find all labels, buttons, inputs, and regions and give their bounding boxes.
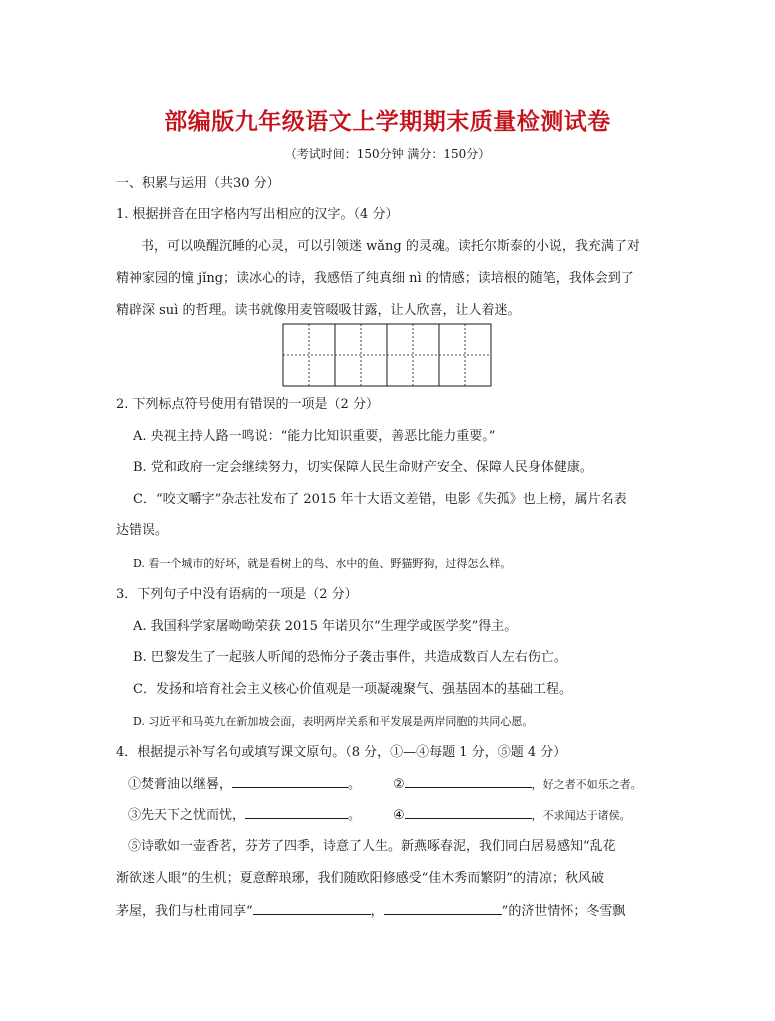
question-2-option-d: D. 看一个城市的好坏，就是看树上的鸟、水中的鱼、野猫野狗，过得怎么样。 — [133, 557, 512, 570]
fill-blank-1[interactable] — [232, 775, 348, 788]
fill-blank-5[interactable] — [253, 902, 371, 915]
question-3-stem: 3．下列句子中没有语病的一项是（2 分） — [116, 587, 358, 602]
question-2-stem: 2. 下列标点符号使用有错误的一项是（2 分） — [116, 397, 379, 412]
section-heading: 一、积累与运用（共30 分） — [116, 176, 280, 191]
question-2-option-b: B. 党和政府一定会继续努力，切实保障人民生命财产安全、保障人民身体健康。 — [133, 460, 593, 475]
tianzige-grid[interactable] — [282, 323, 494, 387]
passage-line-3-end: ”的济世情怀；冬雪飘 — [501, 904, 626, 919]
question-1-line-2: 精神家园的憧 jǐng；读冰心的诗，我感悟了纯真细 nì 的情感；读培根的随笔，我体会到了 — [116, 271, 634, 286]
fill-item-4-num: ④ — [393, 808, 405, 823]
fill-blank-6[interactable] — [384, 902, 502, 915]
fill-item-2-num: ② — [393, 777, 405, 792]
question-2-option-a: A. 央视主持人路一鸣说：“能力比知识重要，善恶比能力重要。” — [133, 429, 496, 444]
passage-line-3-start: 茅屋，我们与杜甫同享“ — [116, 904, 253, 919]
fill-item-4 — [393, 806, 631, 825]
question-1-stem: 1. 根据拼音在田字格内写出相应的汉字。（4 分） — [116, 207, 399, 222]
fill-item-2 — [393, 775, 642, 794]
fill-item-3 — [128, 806, 361, 825]
fill-item-1-text: ①焚膏油以继晷， — [128, 777, 233, 792]
passage-line-1: ⑤诗歌如一壶香茗，芬芳了四季，诗意了人生。新燕啄春泥，我们同白居易感知“乱花 — [128, 839, 616, 854]
question-1-line-1: 书，可以唤醒沉睡的心灵，可以引领迷 wǎng 的灵魂。读托尔斯泰的小说，我充满了对 — [141, 239, 640, 254]
fill-blank-3[interactable] — [245, 806, 348, 819]
question-3-option-d: D. 习近平和马英九在新加坡会面，表明两岸关系和平发展是两岸同胞的共同心愿。 — [133, 715, 534, 728]
passage-line-2: 渐欲迷人眼”的生机；夏意醉琅琊，我们随欧阳修感受“佳木秀而繁阴”的清凉；秋风破 — [116, 871, 604, 886]
fill-item-1-end: 。 — [348, 777, 362, 792]
question-4-stem: 4．根据提示补写名句或填写课文原句。（8 分，①—④每题 1 分，⑤题 4 分） — [116, 745, 567, 760]
fill-item-3-end: 。 — [348, 808, 362, 823]
fill-item-1 — [128, 775, 361, 794]
fill-blank-2[interactable] — [405, 775, 532, 788]
question-3-option-c: C．发扬和培育社会主义核心价值观是一项凝魂聚气、强基固本的基础工程。 — [133, 682, 572, 697]
fill-blank-4[interactable] — [405, 806, 532, 819]
question-3-option-a: A. 我国科学家屠呦呦荣获 2015 年诺贝尔“生理学或医学奖”得主。 — [133, 619, 518, 634]
question-1-line-3: 精辟深 suì 的哲理。读书就像用麦管啜吸甘露，让人欣喜，让人着迷。 — [116, 303, 521, 318]
fill-item-4-text: ，不求闻达于诸侯。 — [531, 809, 631, 822]
fill-item-3-text: ③先天下之忧而忧， — [128, 808, 246, 823]
page-title: 部编版九年级语文上学期期末质量检测试卷 — [164, 108, 611, 135]
passage-comma: ， — [370, 904, 384, 919]
exam-info: （考试时间：150分钟 满分：150分） — [284, 147, 491, 161]
question-2-option-c-cont: 达错误。 — [116, 523, 169, 538]
question-2-option-c: C．“咬文嚼字”杂志社发布了 2015 年十大语文差错，电影《失孤》也上榜，属片名表 — [133, 492, 627, 507]
passage-line-3 — [116, 902, 625, 921]
fill-item-2-text: ，好之者不如乐之者。 — [531, 778, 642, 791]
question-3-option-b: B. 巴黎发生了一起骇人听闻的恐怖分子袭击事件，共造成数百人左右伤亡。 — [133, 650, 567, 665]
